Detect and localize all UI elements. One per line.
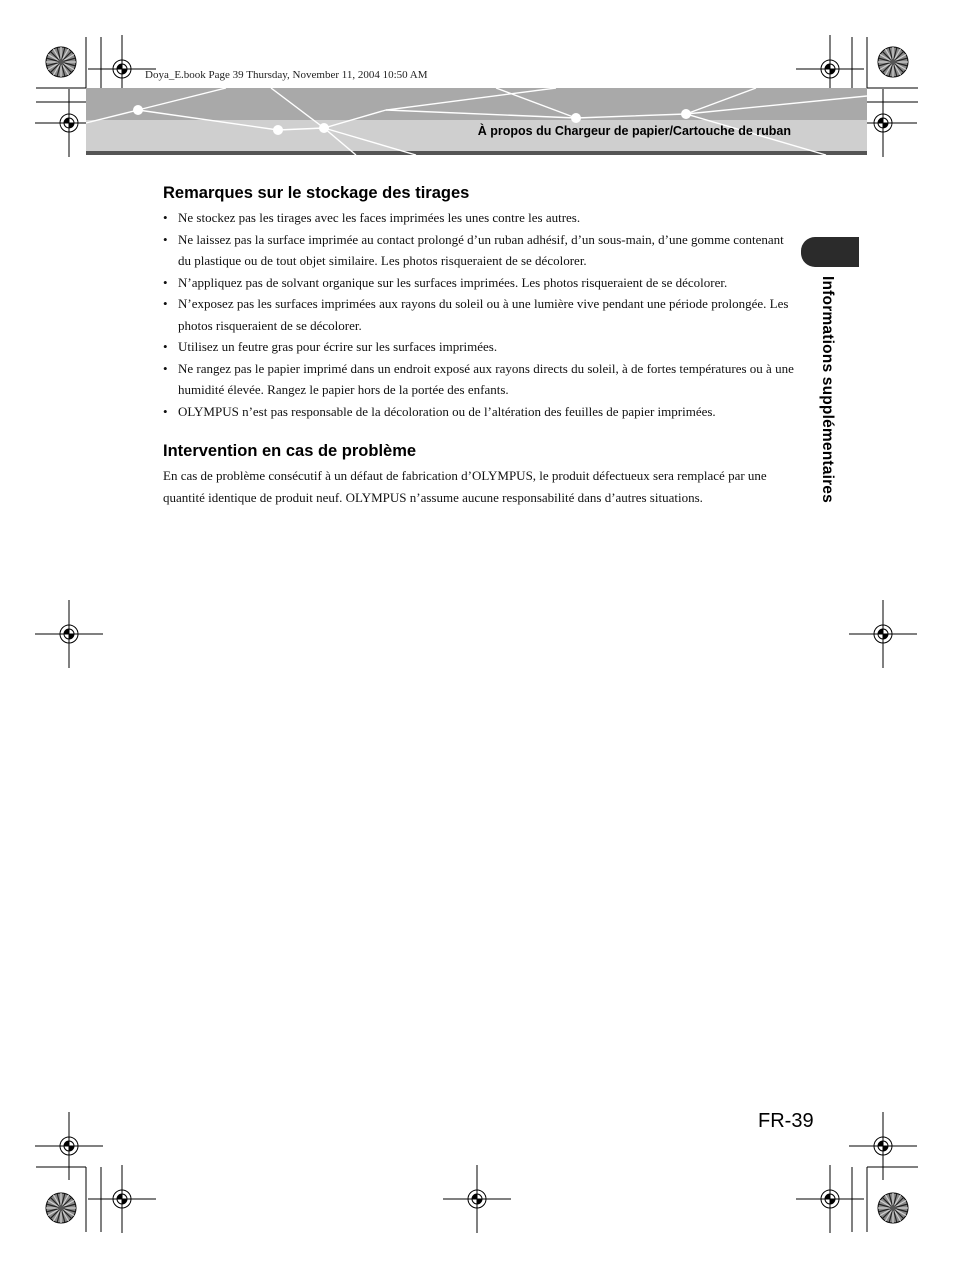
list-item: • N’appliquez pas de solvant organique sur les surfaces imprimées. Les photos risqueraient de se décolorer.: [163, 272, 795, 294]
registration-target-icon: [849, 1112, 917, 1180]
support-paragraph: En cas de problème consécutif à un défaut de fabrication d’OLYMPUS, le produit défectueux sera remplacé par une quantité identique de produit neuf. OLYMPUS n’assume aucune responsabilité dans d’autres situations.: [163, 468, 767, 505]
chapter-tab-label: [812, 276, 842, 576]
list-item: • OLYMPUS n’est pas responsable de la décoloration ou de l’altération des feuilles de papier imprimées.: [163, 401, 795, 423]
registration-target-icon: [88, 1165, 156, 1233]
starburst-mark-icon: [46, 47, 76, 77]
running-header-title: À propos du Chargeur de papier/Cartouche de ruban: [477, 124, 791, 138]
registration-target-icon: [849, 600, 917, 668]
list-item: • Ne stockez pas les tirages avec les faces imprimées les unes contre les autres.: [163, 207, 795, 229]
storage-notes-list: [163, 207, 795, 422]
registration-target-icon: [35, 600, 103, 668]
chapter-tab-text: Informations supplémentaires: [819, 276, 836, 503]
registration-target-icon: [443, 1165, 511, 1233]
list-item: • Utilisez un feutre gras pour écrire sur les surfaces imprimées.: [163, 336, 795, 358]
starburst-mark-icon: [46, 1193, 76, 1223]
page-number: FR-39: [758, 1110, 814, 1132]
starburst-mark-icon: [878, 47, 908, 77]
registration-target-icon: [796, 1165, 864, 1233]
section-heading-storage: Remarques sur le stockage des tirages: [163, 184, 470, 202]
section-heading-support: Intervention en cas de problème: [163, 442, 417, 460]
chapter-tab: [801, 237, 859, 267]
list-item: • Ne rangez pas le papier imprimé dans un endroit exposé aux rayons directs du soleil, à de fortes températures ou à une humidité élevée. Rangez le papier hors de la portée des enfants.: [163, 358, 795, 401]
file-slug: Doya_E.book Page 39 Thursday, November 11, 2004 10:50 AM: [145, 69, 428, 81]
list-item: • Ne laissez pas la surface imprimée au contact prolongé d’un ruban adhésif, d’un sous-main, d’une gomme contenant du plastique ou de tout objet similaire. Les photos risqueraient de se décolorer.: [163, 229, 795, 272]
registration-target-icon: [35, 1112, 103, 1180]
header-banner: [86, 88, 867, 155]
starburst-mark-icon: [878, 1193, 908, 1223]
list-item: • N’exposez pas les surfaces imprimées aux rayons du soleil ou à une lumière vive pendant une période prolongée. Les photos risqueraient de se décolorer.: [163, 293, 795, 336]
